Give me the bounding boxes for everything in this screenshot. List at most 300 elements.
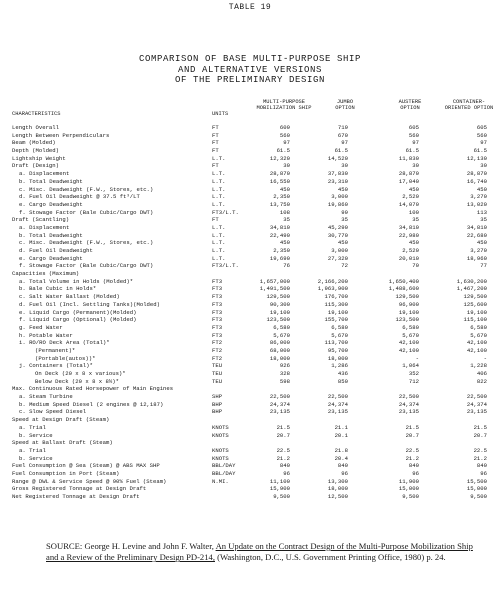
- table-row: [0, 455, 500, 463]
- row-value: 42,100: [398, 346, 419, 354]
- row-value: 605: [408, 124, 419, 131]
- row-value: 18,960: [466, 254, 487, 262]
- source-title: An Update on the Contract Design of the Multi-Purpose Mobilization Ship and a Review of the Preliminary Design PD-214,: [46, 541, 473, 563]
- row-label: a. Total Volume in Holds (Molded)*: [19, 277, 134, 285]
- row-label: Length Between Perpendiculars: [12, 131, 110, 139]
- row-value: 70: [412, 262, 419, 270]
- row-value: 926: [279, 362, 290, 370]
- row-value: 22.5: [473, 446, 487, 454]
- row-label: On Deck (20 x 8 x various)*: [35, 370, 126, 377]
- row-value: 125,600: [463, 300, 487, 308]
- row-value: 13,300: [327, 477, 348, 485]
- row-value: 12,500: [327, 493, 348, 500]
- row-value: 34,810: [398, 223, 419, 231]
- row-value: 14,070: [398, 200, 419, 208]
- row-value: 840: [337, 462, 348, 470]
- row-units: KNOTS: [212, 454, 229, 462]
- table-row: [0, 270, 500, 278]
- row-value: 30,770: [327, 231, 348, 239]
- row-value: 100: [408, 208, 419, 216]
- row-value: 123,500: [266, 316, 290, 324]
- row-label: a. Displacement: [19, 170, 70, 178]
- row-label: b. Bale Cubic in Holds*: [19, 285, 97, 293]
- table-row: [0, 362, 500, 370]
- row-value: 24,374: [466, 400, 487, 408]
- table-body: [0, 124, 500, 501]
- row-value: 34,810: [269, 223, 290, 231]
- row-value: 22,490: [269, 231, 290, 239]
- row-value: 20.7: [276, 431, 290, 439]
- row-units: BBL/DAY: [212, 469, 236, 477]
- row-units: BBL/DAY: [212, 462, 236, 470]
- row-units: FT2: [212, 339, 223, 347]
- row-value: 670: [337, 131, 348, 139]
- row-label: Max. Continuous Rated Horsepower of Main Engines: [12, 385, 174, 393]
- row-value: 5,670: [273, 331, 290, 339]
- row-value: 19,860: [327, 200, 348, 208]
- table-row: [0, 393, 500, 401]
- row-label: b. Service: [19, 431, 53, 439]
- row-value: 90,300: [269, 300, 290, 308]
- table-row: [0, 416, 500, 424]
- row-value: 77: [480, 262, 487, 270]
- header-line: CONTAINER-: [452, 99, 486, 105]
- header-jumbo: [322, 99, 368, 111]
- row-label: d. Fuel Oil Deadweight: [19, 247, 93, 254]
- row-value: 27,320: [327, 254, 348, 262]
- table-row: [0, 485, 500, 493]
- row-units: L.T.: [212, 193, 226, 201]
- row-value: 21.2: [276, 454, 290, 462]
- row-value: 113: [476, 208, 487, 216]
- row-units: FT: [212, 124, 219, 131]
- row-label: Draft (Scantling): [12, 216, 70, 224]
- row-value: 822: [476, 377, 487, 385]
- row-label: a. Trial: [19, 446, 46, 454]
- row-value: 22,500: [398, 393, 419, 401]
- table-row: [0, 347, 500, 355]
- row-value: 1,467,200: [456, 285, 487, 293]
- row-value: 13,750: [269, 200, 290, 208]
- row-units: L.T.: [212, 223, 226, 231]
- row-value: 23,135: [269, 408, 290, 416]
- row-value: 6,580: [273, 323, 290, 331]
- row-label: c. Misc. Deadweight (F.W., Stores, etc.): [19, 239, 154, 247]
- row-value: 450: [279, 185, 290, 193]
- row-value: 19,100: [269, 308, 290, 316]
- row-label: Capacities (Maximum): [12, 270, 80, 278]
- row-value: 30: [480, 162, 487, 170]
- row-value: 6,580: [402, 323, 419, 331]
- row-value: 68,000: [269, 346, 290, 354]
- row-value: 129,500: [266, 293, 290, 301]
- row-label: c. Salt Water Ballast (Molded): [19, 293, 120, 301]
- table-row: [0, 255, 500, 263]
- row-value: 450: [476, 239, 487, 247]
- table-row: [0, 147, 500, 155]
- row-value: 11,900: [398, 477, 419, 485]
- row-value: 450: [408, 185, 419, 193]
- row-value: 76: [283, 262, 290, 270]
- row-value: 42,100: [466, 346, 487, 354]
- row-label: a. Displacement: [19, 223, 70, 231]
- row-value: 3,000: [331, 247, 348, 254]
- row-value: 129,500: [395, 293, 419, 301]
- row-value: 96,900: [398, 300, 419, 308]
- row-value: 61.5: [276, 147, 290, 155]
- source-suffix: (Washington, D.C., U.S. Government Printing Office, 1980) p. 24.: [214, 552, 446, 563]
- row-value: 20,010: [398, 254, 419, 262]
- row-label: Below Deck (20 x 8 x 8½)*: [35, 377, 119, 385]
- title-line: COMPARISON OF BASE MULTI-PURPOSE SHIP: [138, 54, 362, 64]
- table-row: [0, 478, 500, 486]
- row-value: 352: [408, 370, 419, 377]
- row-value: 21.5: [405, 423, 419, 431]
- row-units: FT3/L.T.: [212, 262, 239, 270]
- row-value: 96: [341, 469, 348, 477]
- row-value: 12,130: [466, 154, 487, 162]
- row-value: 96: [283, 469, 290, 477]
- row-units: SHP: [212, 393, 223, 401]
- row-value: 61.5: [334, 147, 348, 155]
- row-units: FT: [212, 139, 219, 147]
- source-citation: [46, 541, 486, 563]
- row-value: 6,580: [470, 323, 487, 331]
- table-row: [0, 462, 500, 470]
- row-label: i. RO/RO Deck Area (Total)*: [19, 339, 110, 347]
- header-line: AUSTERE: [398, 99, 422, 105]
- row-value: 1,491,500: [259, 285, 290, 293]
- row-value: 19,100: [466, 308, 487, 316]
- row-value: 23,135: [466, 408, 487, 416]
- table-row: [0, 209, 500, 217]
- row-units: TEU: [212, 377, 223, 385]
- row-value: 5,670: [402, 331, 419, 339]
- row-value: 1,963,900: [317, 285, 348, 293]
- row-value: 850: [337, 377, 348, 385]
- row-units: FT2: [212, 354, 223, 362]
- row-value: 35: [480, 216, 487, 224]
- title-line: OF THE PRELIMINARY DESIGN: [174, 75, 326, 85]
- row-label: Beam (Molded): [12, 139, 56, 147]
- row-value: 22,500: [466, 393, 487, 401]
- row-value: 61.5: [473, 147, 487, 155]
- table-row: [0, 424, 500, 432]
- row-value: 1,488,600: [388, 285, 419, 293]
- row-value: 2,520: [402, 193, 419, 201]
- row-label: c. Misc. Deadweight (F.W., Stores, etc.): [19, 185, 154, 193]
- row-value: 21.2: [473, 454, 487, 462]
- row-label: b. Medium Speed Diesel (2 engines @ 12,187): [19, 400, 164, 408]
- row-value: 3,000: [331, 193, 348, 201]
- row-value: 598: [279, 377, 290, 385]
- table-row: [0, 309, 500, 317]
- row-units: FT: [212, 147, 219, 155]
- table-row: [0, 470, 500, 478]
- row-value: 2,350: [273, 193, 290, 201]
- row-value: 6,580: [331, 323, 348, 331]
- row-value: 115,300: [324, 300, 348, 308]
- row-units: KNOTS: [212, 423, 229, 431]
- row-value: 20.7: [405, 431, 419, 439]
- header-multi-purpose: [248, 99, 320, 111]
- row-value: 24,374: [327, 400, 348, 408]
- table-row: [0, 370, 500, 378]
- row-value: 115,100: [463, 316, 487, 324]
- row-units: L.T.: [212, 231, 226, 239]
- header-characteristics: CHARACTERISTICS: [12, 111, 61, 117]
- table-row: [0, 186, 500, 194]
- row-value: -: [415, 354, 419, 362]
- table-row: [0, 332, 500, 340]
- row-units: BHP: [212, 408, 223, 416]
- row-value: 22.5: [405, 446, 419, 454]
- row-value: 560: [408, 131, 419, 139]
- row-units: L.T.: [212, 200, 226, 208]
- row-label: f. Stowage Factor (Bale Cubic/Cargo DWT): [19, 208, 154, 216]
- row-label: Speed at Design Draft (Steam): [12, 416, 110, 424]
- row-value: 18,000: [327, 485, 348, 493]
- row-value: 72: [341, 262, 348, 270]
- row-label: j. Containers (Total)*: [19, 362, 93, 370]
- row-units: FT: [212, 131, 219, 139]
- row-value: 1,286: [331, 362, 348, 370]
- header-line: MULTI-PURPOSE: [262, 99, 306, 105]
- row-value: 19,690: [269, 254, 290, 262]
- row-value: -: [483, 354, 487, 362]
- header-austere: [380, 99, 440, 111]
- table-row: [0, 239, 500, 247]
- header-line: ORIENTED OPTION: [444, 105, 494, 112]
- row-value: 2,166,200: [317, 277, 348, 285]
- row-value: 96: [412, 469, 419, 477]
- row-value: 840: [408, 462, 419, 470]
- table-row: [0, 178, 500, 186]
- row-value: 28,870: [466, 170, 487, 178]
- table-row: [0, 447, 500, 455]
- row-value: 2,350: [273, 247, 290, 254]
- row-units: FT3: [212, 331, 223, 339]
- row-label: e. Cargo Deadweight: [19, 200, 83, 208]
- row-label: f. Liquid Cargo (Optional) (Molded): [19, 316, 137, 324]
- table-row: [0, 162, 500, 170]
- header-container-oriented: [438, 99, 500, 111]
- row-value: 24,374: [269, 400, 290, 408]
- row-value: 3,270: [470, 247, 487, 254]
- row-value: 22,680: [466, 231, 487, 239]
- row-label: Speed at Ballast Draft (Steam): [12, 439, 113, 447]
- row-label: d. Fuel Oil (Incl. Settling Tanks)(Molded): [19, 300, 160, 308]
- row-value: 21.5: [276, 423, 290, 431]
- row-value: 2,520: [402, 247, 419, 254]
- table-row: [0, 408, 500, 416]
- row-value: 129,500: [463, 293, 487, 301]
- row-units: FT3: [212, 300, 223, 308]
- row-units: KNOTS: [212, 446, 229, 454]
- table-row: [0, 378, 500, 386]
- row-value: 28,870: [398, 170, 419, 178]
- row-value: 35: [341, 216, 348, 224]
- row-value: 22,980: [398, 231, 419, 239]
- row-label: Fuel Consumption in Port (Steam): [12, 469, 120, 477]
- row-label: Depth (Molded): [12, 147, 59, 155]
- row-value: 14,520: [327, 154, 348, 162]
- row-value: 96: [480, 469, 487, 477]
- row-value: 16,740: [466, 177, 487, 185]
- row-value: 11,830: [398, 154, 419, 162]
- row-units: FT3: [212, 285, 223, 293]
- row-value: 97: [283, 139, 290, 147]
- table-row: [0, 232, 500, 240]
- table-row: [0, 193, 500, 201]
- row-value: 450: [408, 239, 419, 247]
- row-value: 34,810: [466, 223, 487, 231]
- header-line: OPTION: [400, 105, 420, 112]
- row-units: TEU: [212, 362, 223, 370]
- table-row: [0, 124, 500, 132]
- row-value: 605: [476, 124, 487, 131]
- row-label: b. Service: [19, 454, 53, 462]
- row-value: 436: [337, 370, 348, 377]
- row-value: 16,550: [269, 177, 290, 185]
- row-value: 609: [279, 124, 290, 131]
- row-units: L.T.: [212, 185, 226, 193]
- row-label: e. Liquid Cargo (Permanent)(Molded): [19, 308, 137, 316]
- row-units: FT: [212, 216, 219, 224]
- row-value: 42,100: [466, 339, 487, 347]
- row-units: FT3: [212, 308, 223, 316]
- row-label: g. Feed Water: [19, 323, 63, 331]
- row-label: c. Slow Speed Diesel: [19, 408, 87, 416]
- row-value: 22,500: [327, 393, 348, 401]
- row-value: 20.4: [334, 454, 348, 462]
- row-value: 97: [412, 139, 419, 147]
- row-units: FT2: [212, 346, 223, 354]
- row-units: FT: [212, 162, 219, 170]
- row-value: 19,100: [327, 308, 348, 316]
- table-row: [0, 262, 500, 270]
- table-row: [0, 385, 500, 393]
- row-value: 97: [341, 139, 348, 147]
- row-value: 1,657,000: [259, 277, 290, 285]
- row-value: 45,290: [327, 223, 348, 231]
- row-label: Draft (Design): [12, 162, 59, 170]
- row-value: 35: [412, 216, 419, 224]
- row-value: 15,000: [398, 485, 419, 493]
- table-row: [0, 339, 500, 347]
- table-row: [0, 401, 500, 409]
- row-units: L.T.: [212, 239, 226, 247]
- row-label: Lightship Weight: [12, 154, 66, 162]
- table-row: [0, 132, 500, 140]
- row-value: 97: [480, 139, 487, 147]
- row-value: 30: [341, 162, 348, 170]
- table-row: [0, 216, 500, 224]
- source-prefix: SOURCE: George H. Levine and John F. Walter,: [46, 541, 216, 551]
- row-value: 99: [341, 208, 348, 216]
- row-value: 18,000: [269, 354, 290, 362]
- row-value: 61.5: [405, 147, 419, 155]
- row-units: L.T.: [212, 247, 226, 254]
- table-row: [0, 355, 500, 363]
- table-row: [0, 293, 500, 301]
- row-label: Length Overall: [12, 124, 59, 131]
- table-row: [0, 316, 500, 324]
- row-units: FT3: [212, 323, 223, 331]
- row-value: 11,100: [269, 477, 290, 485]
- row-label: Net Registered Tonnage at Design Draft: [12, 493, 140, 500]
- row-units: BHP: [212, 400, 223, 408]
- row-units: KNOTS: [212, 431, 229, 439]
- row-value: 5,670: [331, 331, 348, 339]
- row-value: 155,700: [324, 316, 348, 324]
- row-units: L.T.: [212, 170, 226, 178]
- table-row: [0, 432, 500, 440]
- row-value: 450: [279, 239, 290, 247]
- row-value: 1,228: [470, 362, 487, 370]
- row-value: 22,500: [269, 393, 290, 401]
- row-value: 21.8: [334, 446, 348, 454]
- row-value: 95,700: [327, 346, 348, 354]
- table-number: TABLE 19: [228, 3, 272, 12]
- row-value: 560: [476, 131, 487, 139]
- row-value: 5,670: [470, 331, 487, 339]
- row-value: 15,500: [466, 477, 487, 485]
- row-label: b. Total Deadweight: [19, 231, 83, 239]
- row-value: 21.1: [334, 423, 348, 431]
- row-units: L.T.: [212, 177, 226, 185]
- row-value: 18,000: [327, 354, 348, 362]
- row-units: N.MI.: [212, 477, 229, 485]
- row-label: h. Potable Water: [19, 331, 73, 339]
- row-value: 42,100: [398, 339, 419, 347]
- row-value: 21.5: [473, 423, 487, 431]
- row-value: 22.5: [276, 446, 290, 454]
- row-value: 1,064: [402, 362, 419, 370]
- row-value: 9,500: [402, 493, 419, 500]
- title-line: AND ALTERNATIVE VERSIONS: [177, 64, 323, 75]
- row-value: 35: [283, 216, 290, 224]
- row-value: 1,650,400: [388, 277, 419, 285]
- table-row: [0, 285, 500, 293]
- row-value: 560: [279, 131, 290, 139]
- table-row: [0, 139, 500, 147]
- row-units: L.T.: [212, 254, 226, 262]
- row-value: 23,310: [327, 177, 348, 185]
- row-units: L.T.: [212, 154, 226, 162]
- row-value: 20.7: [473, 431, 487, 439]
- row-value: 9,500: [470, 493, 487, 500]
- row-label: e. Cargo Deadweight: [19, 254, 83, 262]
- header-units: UNITS: [212, 111, 229, 117]
- row-value: 20.1: [334, 431, 348, 439]
- header-line: OPTION: [335, 105, 355, 112]
- row-value: 719: [337, 124, 348, 131]
- row-value: 17,040: [398, 177, 419, 185]
- row-value: 450: [476, 185, 487, 193]
- row-label: a. Steam Turbine: [19, 393, 73, 401]
- row-value: 21.2: [405, 454, 419, 462]
- row-value: 30: [283, 162, 290, 170]
- row-value: 23,135: [327, 408, 348, 416]
- row-value: 840: [476, 462, 487, 470]
- row-value: 3,270: [470, 193, 487, 201]
- row-label: Gross Registered Tonnage at Design Draft: [12, 485, 147, 493]
- header-line: MOBILIZATION SHIP: [256, 105, 312, 112]
- row-units: FT3: [212, 277, 223, 285]
- row-label: d. Fuel Oil Deadweight @ 37.5 ft³/LT: [19, 193, 140, 201]
- row-value: 12,320: [269, 154, 290, 162]
